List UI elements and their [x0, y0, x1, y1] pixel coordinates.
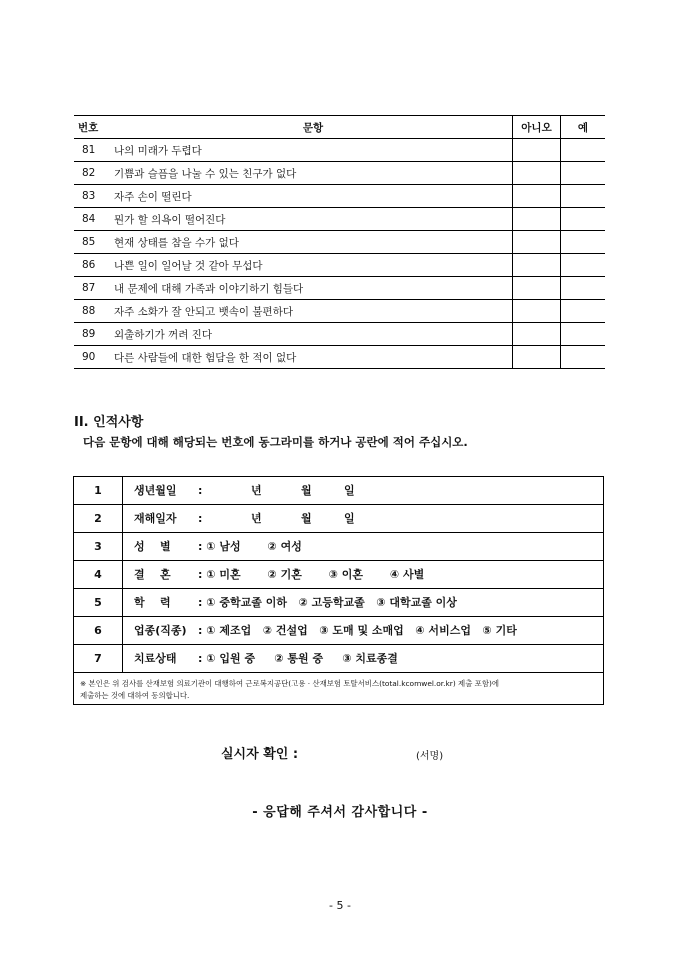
answer-no-cell[interactable]	[513, 231, 561, 254]
consent-note	[80, 678, 595, 702]
answer-no-cell[interactable]	[513, 185, 561, 208]
day-field[interactable]: 일	[344, 484, 355, 497]
table-row	[74, 185, 605, 208]
info-row-treatment	[74, 645, 603, 673]
item-number: 88	[74, 300, 114, 323]
answer-no-cell[interactable]	[513, 323, 561, 346]
item-text: 다른 사람들에 대한 험담을 한 적이 없다	[114, 346, 513, 369]
row-number: 3	[74, 533, 123, 560]
item-text: 나쁜 일이 일어날 것 같아 무섭다	[114, 254, 513, 277]
answer-yes-cell[interactable]	[561, 231, 606, 254]
item-number: 81	[74, 139, 114, 162]
info-row-marital	[74, 561, 603, 589]
table-row	[74, 162, 605, 185]
answer-no-cell[interactable]	[513, 208, 561, 231]
item-number: 82	[74, 162, 114, 185]
section-title: II. 인적사항	[74, 415, 144, 430]
row-label: 생년월일	[134, 484, 177, 497]
answer-yes-cell[interactable]	[561, 254, 606, 277]
answer-yes-cell[interactable]	[561, 300, 606, 323]
row-colon: :	[198, 512, 203, 525]
info-row-birthdate	[74, 477, 603, 505]
row-number: 4	[74, 561, 123, 588]
item-number: 84	[74, 208, 114, 231]
item-number: 85	[74, 231, 114, 254]
header-item: 문항	[114, 116, 513, 139]
item-number: 83	[74, 185, 114, 208]
treatment-options[interactable]: : ① 입원 중 ② 통원 중 ③ 치료종결	[198, 652, 398, 665]
table-header-row	[74, 116, 605, 139]
answer-yes-cell[interactable]	[561, 162, 606, 185]
consent-line: 제출하는 것에 대하여 동의합니다.	[80, 691, 190, 700]
row-label: 결 혼	[134, 568, 171, 581]
answer-yes-cell[interactable]	[561, 323, 606, 346]
row-label: 학 력	[134, 596, 171, 609]
table-row	[74, 277, 605, 300]
row-number: 6	[74, 617, 123, 644]
page-number: - 5 -	[329, 899, 351, 912]
table-row	[74, 139, 605, 162]
item-text: 나의 미래가 두렵다	[114, 139, 513, 162]
item-text: 외출하기가 꺼려 진다	[114, 323, 513, 346]
row-colon: :	[198, 484, 203, 497]
marital-options[interactable]: : ① 미혼 ② 기혼 ③ 이혼 ④ 사별	[198, 568, 425, 581]
answer-no-cell[interactable]	[513, 254, 561, 277]
questionnaire-table	[74, 115, 605, 369]
signature-field[interactable]: (서명)	[416, 751, 444, 762]
row-number: 7	[74, 645, 123, 672]
header-yes: 예	[561, 116, 606, 139]
row-number: 1	[74, 477, 123, 504]
answer-yes-cell[interactable]	[561, 208, 606, 231]
item-text: 뭔가 할 의욕이 떨어진다	[114, 208, 513, 231]
item-text: 자주 손이 떨린다	[114, 185, 513, 208]
answer-no-cell[interactable]	[513, 277, 561, 300]
thank-you-message: - 응답해 주셔서 감사합니다 -	[252, 805, 428, 820]
info-row-injury-date	[74, 505, 603, 533]
answer-yes-cell[interactable]	[561, 185, 606, 208]
answer-no-cell[interactable]	[513, 162, 561, 185]
table-row	[74, 300, 605, 323]
item-number: 90	[74, 346, 114, 369]
table-row	[74, 231, 605, 254]
answer-no-cell[interactable]	[513, 139, 561, 162]
answer-no-cell[interactable]	[513, 346, 561, 369]
year-field[interactable]: 년	[251, 484, 262, 497]
personal-info-box	[73, 476, 604, 705]
info-row-industry	[74, 617, 603, 645]
info-row-education	[74, 589, 603, 617]
table-row	[74, 323, 605, 346]
row-number: 5	[74, 589, 123, 616]
industry-options[interactable]: : ① 제조업 ② 건설업 ③ 도매 및 소매업 ④ 서비스업 ⑤ 기타	[198, 624, 517, 637]
answer-no-cell[interactable]	[513, 300, 561, 323]
table-row	[74, 208, 605, 231]
header-no: 아니오	[513, 116, 561, 139]
day-field[interactable]: 일	[344, 512, 355, 525]
consent-line: ※ 본인은 위 검사를 산재보험 의료기관이 대행하여 근로복지공단(고용 · 산재보험 토탈서비스(total.kcomwel.or.kr) 제출 포함)에	[80, 679, 499, 688]
row-number: 2	[74, 505, 123, 532]
info-row-gender	[74, 533, 603, 561]
row-label: 재해일자	[134, 512, 177, 525]
table-row	[74, 254, 605, 277]
item-text: 현재 상태를 참을 수가 없다	[114, 231, 513, 254]
month-field[interactable]: 월	[301, 484, 312, 497]
item-text: 내 문제에 대해 가족과 이야기하기 힘들다	[114, 277, 513, 300]
answer-yes-cell[interactable]	[561, 139, 606, 162]
examiner-confirm-label: 실시자 확인 :	[221, 747, 299, 762]
answer-yes-cell[interactable]	[561, 277, 606, 300]
answer-yes-cell[interactable]	[561, 346, 606, 369]
row-label: 성 별	[134, 540, 171, 553]
year-field[interactable]: 년	[251, 512, 262, 525]
item-number: 89	[74, 323, 114, 346]
item-number: 86	[74, 254, 114, 277]
table-row	[74, 346, 605, 369]
row-label: 업종(직종)	[134, 624, 187, 637]
header-number: 번호	[74, 116, 114, 139]
month-field[interactable]: 월	[301, 512, 312, 525]
education-options[interactable]: : ① 중학교졸 이하 ② 고등학교졸 ③ 대학교졸 이상	[198, 596, 457, 609]
item-text: 기쁨과 슬픔을 나눌 수 있는 친구가 없다	[114, 162, 513, 185]
row-label: 치료상태	[134, 652, 177, 665]
gender-options[interactable]: : ① 남성 ② 여성	[198, 540, 302, 553]
section-description: 다음 문항에 대해 해당되는 번호에 동그라미를 하거나 공란에 적어 주십시오.	[83, 435, 468, 449]
item-number: 87	[74, 277, 114, 300]
item-text: 자주 소화가 잘 안되고 뱃속이 불편하다	[114, 300, 513, 323]
